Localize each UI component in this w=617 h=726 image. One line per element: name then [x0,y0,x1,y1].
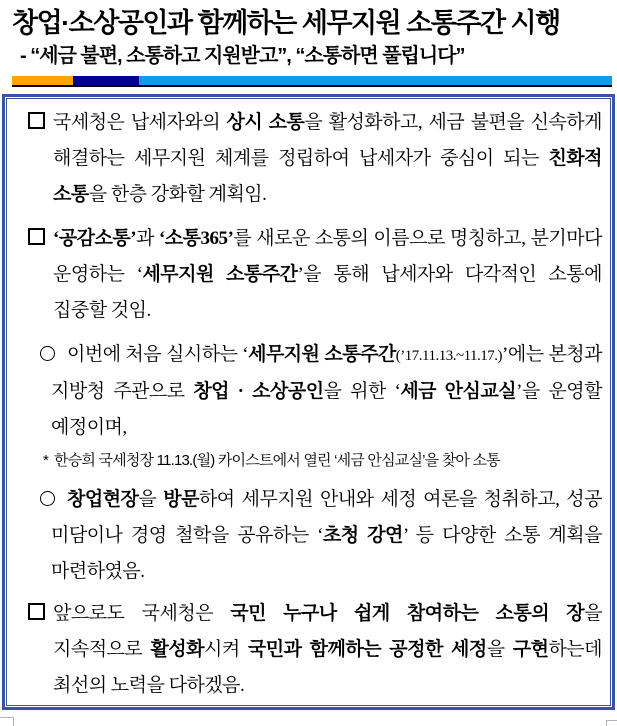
page-title: 창업·소상공인과 함께하는 세무지원 소통주간 시행 [12,8,560,38]
decorative-bar [12,76,612,87]
decorative-bar-segments [12,76,612,85]
paragraph-text: 이번에 처음 실시하는 ‘세무지원 소통주간(’17.11.13.~11.17.)’에는 본청과 지방청 주관으로 창업 · 소상공인을 위한 ‘세금 안심교실’을 운영할 예정이며, [51,344,603,438]
square-bullet-icon [28,603,45,620]
table-handle-right-icon [606,720,617,726]
footnote [13,448,602,474]
paragraph [13,105,602,213]
paragraph [13,337,602,446]
bar-blue-segment [139,76,612,85]
paragraph-text: 한승희 국세청장 11.13.(월) 카이스트에서 열린 ‘세금 안심교실’을 찾아 소통 [54,452,500,469]
square-bullet-icon [28,112,45,129]
document-header [0,0,617,87]
asterisk-bullet-icon: * [43,452,49,469]
content-box [2,94,615,710]
paragraph [13,482,602,590]
bar-orange-segment [12,76,73,85]
content-box-inner [6,98,611,706]
circle-bullet-icon [40,346,55,361]
paragraph-text: 앞으로도 국세청은 국민 누구나 쉽게 참여하는 소통의 장을 지속적으로 활성화시켜 국민과 함께하는 공정한 세정을 구현하는데 최선의 노력을 다하겠음. [53,603,602,696]
paragraph-text: ‘공감소통’과 ‘소통365’를 새로운 소통의 이름으로 명칭하고, 분기마다 운영하는 ‘세무지원 소통주간’을 통해 납세자와 다각적인 소통에 집중할 것임. [53,228,602,321]
paragraph [13,596,602,704]
paragraph [13,221,602,329]
bar-underline [12,85,612,87]
bar-navy-segment [73,76,139,85]
paragraph-text: 창업현장을 방문하여 세무지원 안내와 세정 여론을 청취하고, 성공 미담이나 경영 철학을 공유하는 ‘초청 강연’ 등 다양한 소통 계획을 마련하였음. [51,489,602,582]
square-bullet-icon [28,228,45,245]
circle-bullet-icon [40,491,55,506]
paragraph-text: 국세청은 납세자와의 상시 소통을 활성화하고, 세금 불편을 신속하게 해결하는 세무지원 체계를 정립하여 납세자가 중심이 되는 친화적 소통을 한층 강화할 계획임. [53,112,603,205]
page-subtitle: - “세금 불편, 소통하고 지원받고”, “소통하면 풀립니다” [20,45,465,67]
